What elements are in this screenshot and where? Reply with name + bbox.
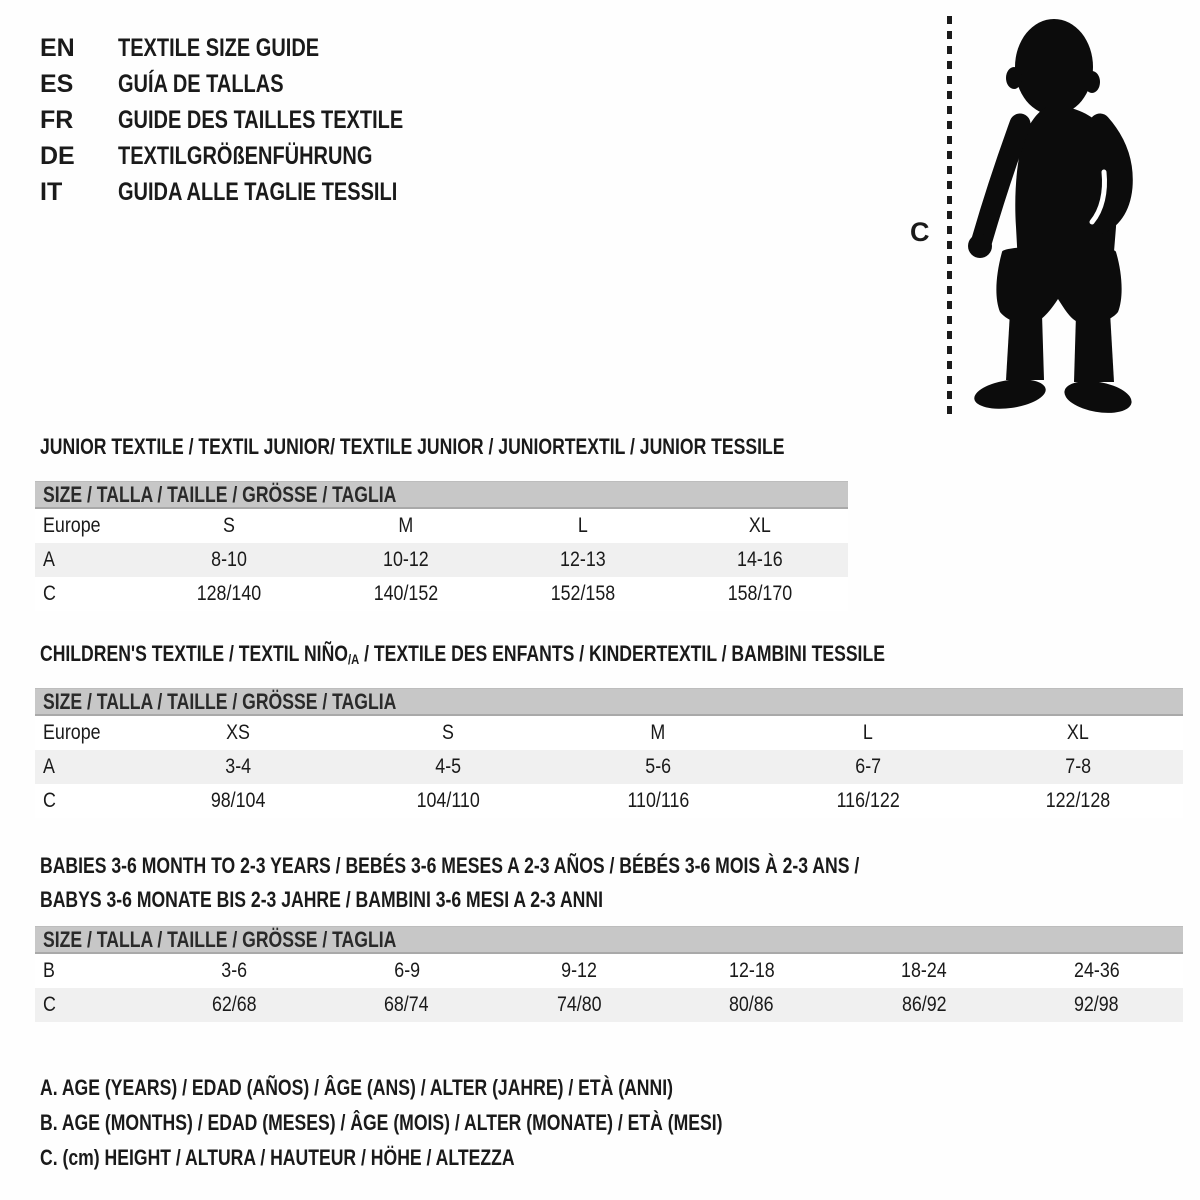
cell-value: 9-12 <box>561 959 598 982</box>
language-heading-list <box>40 30 475 210</box>
size-header-label: SIZE / TALLA / TAILLE / GRÖSSE / TAGLIA <box>43 688 397 714</box>
guide-title-fr: GUIDE DES TAILLES TEXTILE <box>118 105 404 134</box>
cell-value: 74/80 <box>556 993 602 1016</box>
measurement-legend <box>40 1070 893 1175</box>
cell-value: XS <box>226 721 250 744</box>
cell-value: M <box>650 721 666 744</box>
table-row-age <box>35 750 1183 784</box>
cell-value: M <box>398 514 414 537</box>
guide-title-es: GUÍA DE TALLAS <box>118 69 284 98</box>
language-row-fr <box>40 102 475 138</box>
cell-value: 6-7 <box>855 755 881 778</box>
cell-value: 98/104 <box>210 789 266 812</box>
cell-value: 128/140 <box>197 582 262 605</box>
legend-line-b: B. AGE (MONTHS) / EDAD (MESES) / ÂGE (MOIS) / ALTER (MONATE) / ETÀ (MESI) <box>40 1110 723 1135</box>
cell-value: 18-24 <box>901 959 948 982</box>
table-row-height <box>35 577 848 611</box>
cell-value: 140/152 <box>373 582 439 605</box>
cell-value: L <box>863 721 873 744</box>
language-row-en <box>40 30 475 66</box>
cell-value: XL <box>1067 721 1089 744</box>
cell-value: 3-4 <box>225 755 251 778</box>
toddler-silhouette <box>958 12 1144 418</box>
cell-value: 5-6 <box>645 755 671 778</box>
babies-table-header <box>35 926 1183 954</box>
cell-value: 92/98 <box>1074 993 1120 1016</box>
children-table-header <box>35 688 1183 716</box>
cell-value: XL <box>748 514 771 537</box>
cell-value: L <box>577 514 588 537</box>
table-row-height <box>35 988 1183 1022</box>
cell-value: S <box>442 721 454 744</box>
language-row-de <box>40 138 475 174</box>
junior-size-table <box>35 481 848 611</box>
children-size-table <box>35 688 1183 818</box>
cell-value: 4-5 <box>435 755 461 778</box>
height-measure-dashed-line <box>947 16 952 416</box>
babies-size-table <box>35 926 1183 1022</box>
title-subscript: /A <box>347 651 360 667</box>
guide-title-it: GUIDA ALLE TAGLIE TESSILI <box>118 177 398 206</box>
cell-value: 14-16 <box>736 548 783 571</box>
guide-title-de: TEXTILGRÖßENFÜHRUNG <box>118 141 373 170</box>
cell-value: 110/116 <box>627 789 689 812</box>
cell-value: 62/68 <box>211 993 257 1016</box>
cell-value: 3-6 <box>221 959 248 982</box>
cell-value: 80/86 <box>729 993 775 1016</box>
language-row-es <box>40 66 475 102</box>
cell-value: 12-13 <box>560 548 606 571</box>
language-code: EN <box>40 33 75 62</box>
row-label: Europe <box>43 514 101 537</box>
cell-value: 104/110 <box>416 789 480 812</box>
cell-value: 7-8 <box>1065 755 1091 778</box>
row-label: C <box>43 789 56 812</box>
language-code: IT <box>40 177 63 206</box>
row-label: A <box>43 548 55 571</box>
language-row-it <box>40 174 475 210</box>
cell-value: 152/158 <box>550 582 616 605</box>
cell-value: 86/92 <box>901 993 947 1016</box>
cell-value: 12-18 <box>728 959 775 982</box>
table-row-height <box>35 784 1183 818</box>
children-section-title: CHILDREN'S TEXTILE / TEXTIL NIÑO/A / TEXTILE DES ENFANTS / KINDERTEXTIL / BAMBINI TESSILE <box>40 641 885 667</box>
cell-value: S <box>223 514 236 537</box>
table-row-europe <box>35 509 848 543</box>
language-code: ES <box>40 69 74 98</box>
guide-title-en: TEXTILE SIZE GUIDE <box>118 33 320 62</box>
junior-table-header <box>35 481 848 509</box>
language-code: DE <box>40 141 75 170</box>
table-row-age-months <box>35 954 1183 988</box>
table-row-europe <box>35 716 1183 750</box>
cell-value: 158/170 <box>727 582 792 605</box>
row-label: C <box>43 582 56 605</box>
row-label: B <box>43 959 55 982</box>
cell-value: 122/128 <box>1045 789 1111 812</box>
legend-line-a: A. AGE (YEARS) / EDAD (AÑOS) / ÂGE (ANS) / ALTER (JAHRE) / ETÀ (ANNI) <box>40 1075 673 1100</box>
table-row-age <box>35 543 848 577</box>
height-measure-label: C <box>910 217 930 247</box>
language-code: FR <box>40 105 74 134</box>
cell-value: 24-36 <box>1073 959 1120 982</box>
legend-line-c: C. (cm) HEIGHT / ALTURA / HAUTEUR / HÖHE / ALTEZZA <box>40 1145 515 1170</box>
cell-value: 6-9 <box>393 959 420 982</box>
cell-value: 116/122 <box>836 789 900 812</box>
row-label: A <box>43 755 55 778</box>
cell-value: 68/74 <box>384 993 430 1016</box>
row-label: C <box>43 993 56 1016</box>
size-header-label: SIZE / TALLA / TAILLE / GRÖSSE / TAGLIA <box>43 926 397 952</box>
size-header-label: SIZE / TALLA / TAILLE / GRÖSSE / TAGLIA <box>43 481 397 507</box>
junior-section-title: JUNIOR TEXTILE / TEXTIL JUNIOR/ TEXTILE JUNIOR / JUNIORTEXTIL / JUNIOR TESSILE <box>40 434 785 459</box>
row-label: Europe <box>43 721 101 744</box>
cell-value: 10-12 <box>383 548 429 571</box>
cell-value: 8-10 <box>211 548 248 571</box>
babies-section-title: BABIES 3-6 MONTH TO 2-3 YEARS / BEBÉS 3-6 MESES A 2-3 AÑOS / BÉBÉS 3-6 MOIS À 2-3 ANS / BABYS 3-6 MONATE BIS 2-3 JAHRE / BAMBINI 3-6 MESI A 2-3 ANNI <box>40 853 860 912</box>
